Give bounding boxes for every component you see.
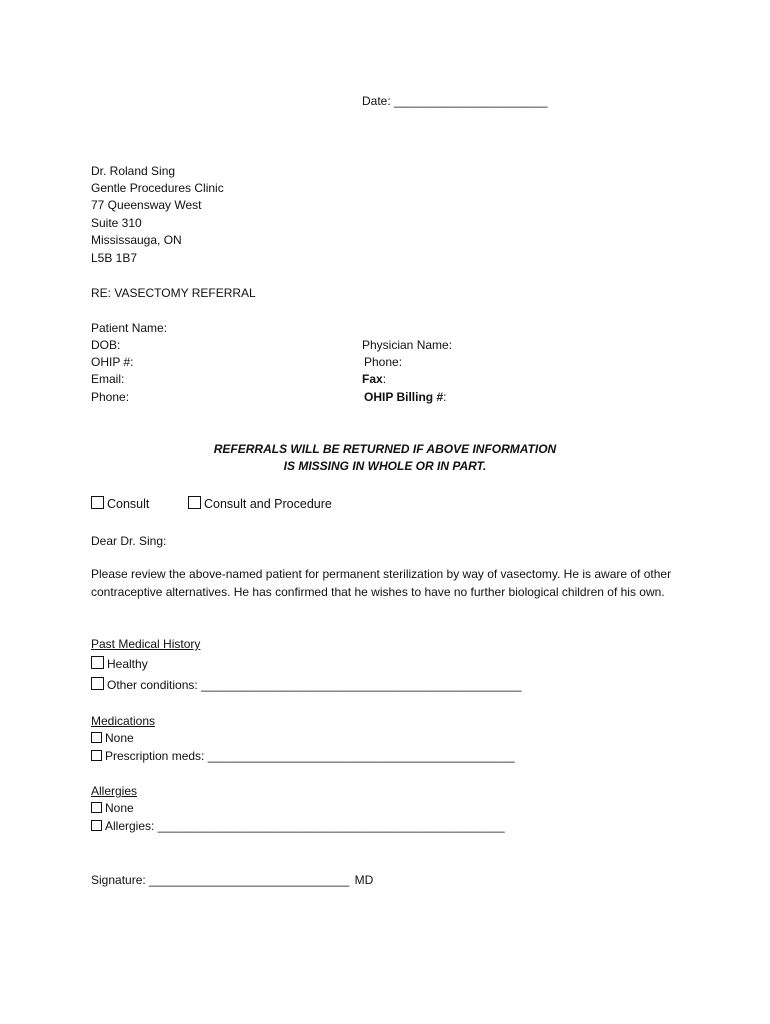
re-line: RE: VASECTOMY REFERRAL xyxy=(91,286,256,300)
consult-procedure-checkbox[interactable] xyxy=(188,496,201,509)
warning-line-1: REFERRALS WILL BE RETURNED IF ABOVE INFORMATION xyxy=(213,442,557,456)
history-other-option[interactable] xyxy=(91,677,521,694)
patient-email-label: Email: xyxy=(91,372,125,386)
medications-heading: Medications xyxy=(91,714,156,728)
allergies-list-checkbox[interactable] xyxy=(91,820,102,831)
address-suite: Suite 310 xyxy=(91,216,142,230)
address-city: Mississauga, ON xyxy=(91,233,182,247)
consult-checkbox[interactable] xyxy=(91,496,104,509)
patient-phone-label: Phone: xyxy=(91,390,130,404)
allergies-heading: Allergies xyxy=(91,784,138,798)
signature-label: Signature: ______________________________ xyxy=(91,873,350,887)
physician-fax-bold: Fax xyxy=(362,372,383,386)
medications-none-checkbox[interactable] xyxy=(91,732,102,743)
allergies-list-label: Allergies: ____________________________________________________ xyxy=(105,819,505,833)
body-paragraph: Please review the above-named patient for permanent sterilization by way of vasectomy. He is aware of other contraceptive alternatives. He has confirmed that he wishes to have no further biological children of his own. xyxy=(91,567,672,599)
patient-ohip-label: OHIP #: xyxy=(91,355,134,369)
physician-ohip-label xyxy=(364,389,446,406)
history-other-checkbox[interactable] xyxy=(91,677,104,690)
medications-none-label: None xyxy=(105,731,134,745)
allergies-none-label: None xyxy=(105,801,134,815)
address-street: 77 Queensway West xyxy=(91,198,202,212)
date-blank[interactable]: _______________________ xyxy=(394,94,548,108)
address-postal: L5B 1B7 xyxy=(91,251,138,265)
allergies-none-option[interactable] xyxy=(91,800,134,817)
physician-phone-label: Phone: xyxy=(364,355,403,369)
date-field xyxy=(362,93,548,110)
consult-procedure-option[interactable] xyxy=(188,496,332,513)
physician-fax-label xyxy=(362,371,386,388)
medications-none-option[interactable] xyxy=(91,730,134,747)
patient-dob-label: DOB: xyxy=(91,338,121,352)
address-doctor: Dr. Roland Sing xyxy=(91,164,176,178)
date-label: Date: xyxy=(362,94,391,108)
medications-prescription-checkbox[interactable] xyxy=(91,750,102,761)
consult-procedure-label: Consult and Procedure xyxy=(204,497,332,511)
signature-suffix: MD xyxy=(354,873,374,887)
signature-line[interactable] xyxy=(91,872,373,889)
warning-line-2: IS MISSING IN WHOLE OR IN PART. xyxy=(283,459,487,473)
history-healthy-label: Healthy xyxy=(107,657,148,671)
consult-option[interactable] xyxy=(91,496,149,513)
address-clinic: Gentle Procedures Clinic xyxy=(91,181,224,195)
history-other-label: Other conditions: ________________________________________________ xyxy=(107,678,522,692)
physician-ohip-colon: : xyxy=(443,390,447,404)
physician-ohip-bold: OHIP Billing # xyxy=(364,390,444,404)
medications-prescription-option[interactable] xyxy=(91,748,515,765)
patient-name-label: Patient Name: xyxy=(91,321,168,335)
greeting: Dear Dr. Sing: xyxy=(91,534,167,548)
consult-label: Consult xyxy=(107,497,150,511)
medications-prescription-label: Prescription meds: ______________________________________________ xyxy=(105,749,515,763)
allergies-list-option[interactable] xyxy=(91,818,505,835)
history-healthy-checkbox[interactable] xyxy=(91,656,104,669)
physician-fax-colon: : xyxy=(382,372,387,386)
history-heading: Past Medical History xyxy=(91,637,201,651)
allergies-none-checkbox[interactable] xyxy=(91,802,102,813)
physician-name-label: Physician Name: xyxy=(362,338,453,352)
history-healthy-option[interactable] xyxy=(91,656,148,673)
